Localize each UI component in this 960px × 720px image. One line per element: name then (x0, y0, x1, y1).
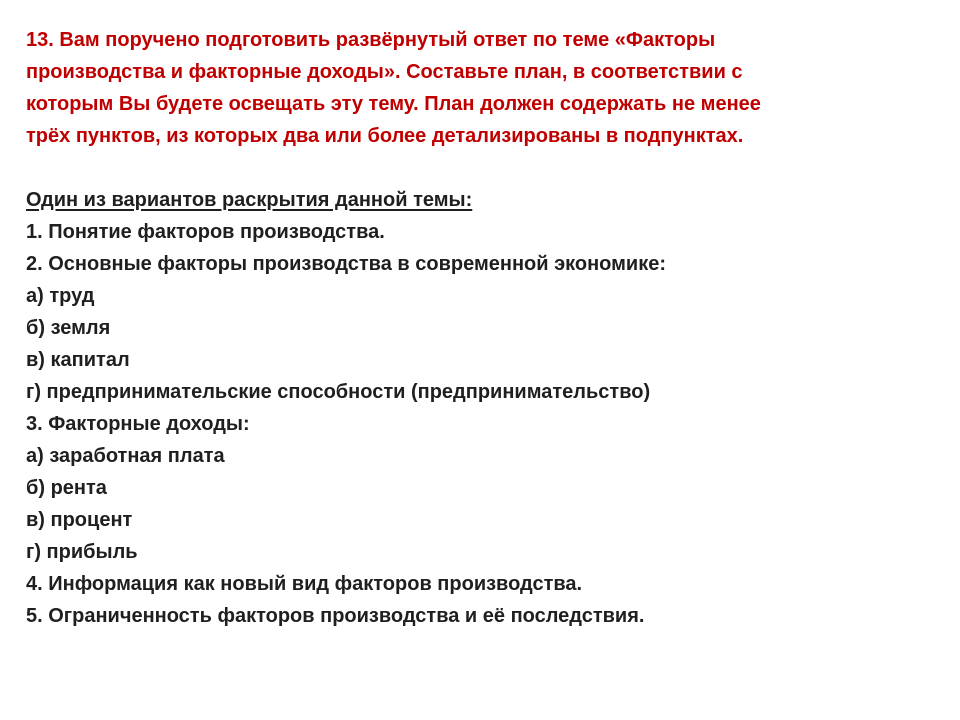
task-line: которым Вы будете освещать эту тему. План должен содержать не менее (26, 93, 761, 115)
plan-item: 4. Информация как новый вид факторов производства. (26, 573, 583, 595)
plan-subitem: г) прибыль (26, 541, 138, 563)
task-statement (26, 24, 934, 152)
plan-item: 5. Ограниченность факторов производства и её последствия. (26, 605, 645, 627)
plan-subitem: а) труд (26, 285, 95, 307)
plan-item: 3. Факторные доходы: (26, 413, 250, 435)
answer-plan (26, 184, 934, 632)
plan-subitem: а) заработная плата (26, 445, 225, 467)
plan-subitem: в) процент (26, 509, 133, 531)
plan-subitem: г) предпринимательские способности (предпринимательство) (26, 381, 651, 403)
task-line: трёх пунктов, из которых два или более детализированы в подпунктах. (26, 125, 744, 147)
answer-heading: Один из вариантов раскрытия данной темы: (26, 189, 473, 211)
plan-subitem: в) капитал (26, 349, 130, 371)
plan-item: 2. Основные факторы производства в современной экономике: (26, 253, 667, 275)
plan-subitem: б) земля (26, 317, 111, 339)
plan-item: 1. Понятие факторов производства. (26, 221, 385, 243)
task-line: производства и факторные доходы». Составьте план, в соответствии с (26, 61, 743, 83)
plan-subitem: б) рента (26, 477, 107, 499)
task-line: 13. Вам поручено подготовить развёрнутый ответ по теме «Факторы (26, 29, 716, 51)
